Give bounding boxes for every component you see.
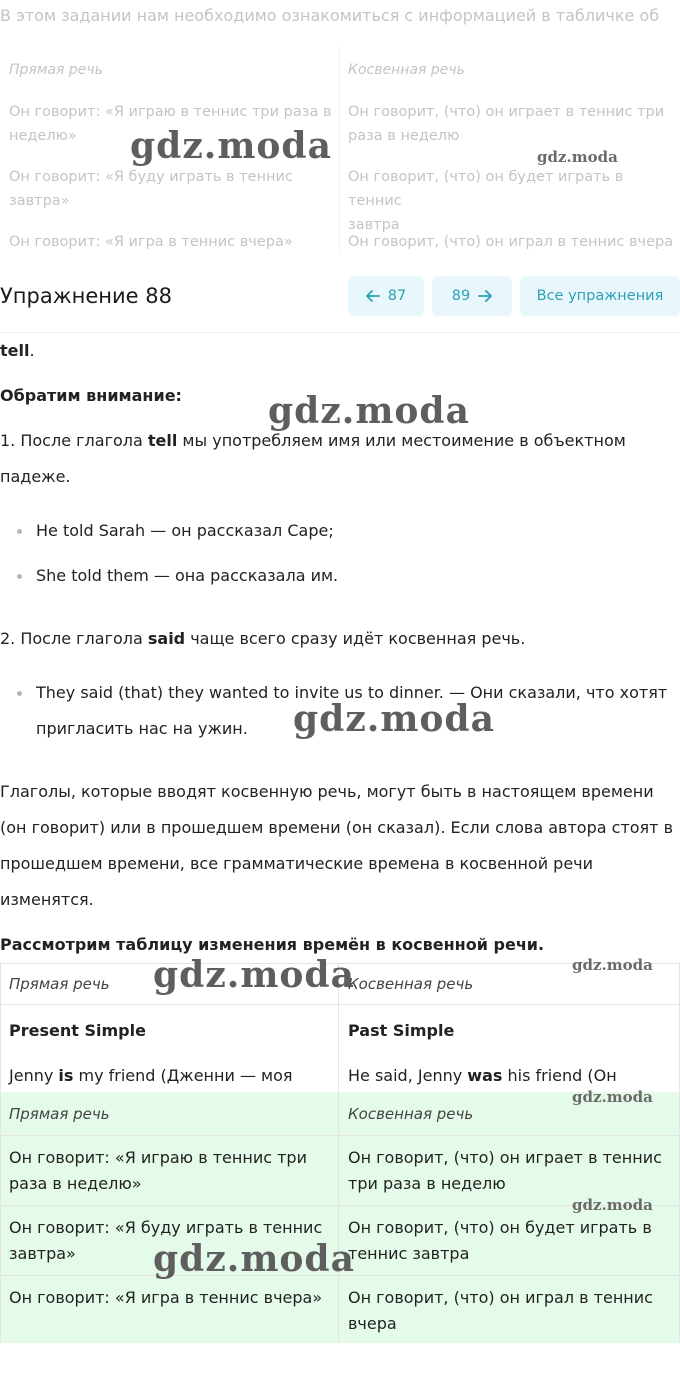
faded-cell: Он говорит, (что) он играет в теннис три раза в неделю — [348, 104, 665, 144]
faded-cell: Он говорит: «Я играю в теннис три раза в неделю» — [9, 104, 332, 144]
green-header-left: Прямая речь — [9, 1105, 110, 1123]
paragraph-verbs: (он говорит) или в прошедшем времени (он сказал). Если слова автора стоят в — [0, 818, 674, 837]
all-exercises-label: Все упражнения — [536, 288, 664, 304]
watermark: gdz.moda — [293, 698, 495, 740]
list-item: He told Sarah — он рассказал Саре; — [36, 521, 334, 540]
tense-name-right: Past Simple — [348, 1021, 455, 1040]
table-border — [0, 1135, 680, 1136]
table-cell: Он говорит, (что) он будет играть в теннис завтра — [348, 1218, 652, 1263]
tense-example-right: He said, Jenny was his friend (Он — [348, 1066, 617, 1085]
table-header-left: Прямая речь — [9, 975, 110, 993]
watermark: gdz.moda — [572, 1088, 653, 1106]
watermark: gdz.moda — [572, 956, 653, 974]
exercise-header — [0, 276, 680, 318]
green-header-right: Косвенная речь — [348, 1105, 474, 1123]
watermark: gdz.moda — [153, 954, 355, 996]
faded-cell: Он говорит, (что) он будет играть в теннис завтра — [348, 169, 624, 233]
paragraph-verbs: прошедшем времени, все грамматические времена в косвенной речи — [0, 854, 594, 873]
paragraph-tell: 1. После глагола tell мы употребляем имя или местоимение в объектном — [0, 431, 626, 450]
intro-text: В этом задании нам необходимо ознакомиться с информацией в табличке об — [0, 6, 660, 25]
bullet-dot — [17, 574, 22, 579]
all-exercises-button[interactable] — [520, 276, 680, 316]
bullet-dot — [17, 529, 22, 534]
list-item: They said (that) they wanted to invite us to dinner. — Они сказали, что хотят — [36, 683, 668, 702]
table-border — [0, 1004, 680, 1005]
paragraph-verbs: Глаголы, которые вводят косвенную речь, могут быть в настоящем времени — [0, 782, 654, 801]
faded-cell: Он говорит: «Я буду играть в теннис завтра» — [9, 169, 293, 209]
faded-header-left: Прямая речь — [9, 62, 103, 78]
faded-header-right: Косвенная речь — [348, 62, 465, 78]
exercise-title: Упражнение 88 — [0, 284, 172, 308]
bullet-dot — [17, 691, 22, 696]
prev-exercise-button[interactable] — [348, 276, 424, 316]
next-exercise-label: 89 — [451, 288, 471, 304]
table-border — [338, 963, 339, 1343]
table-cell: Он говорит, (что) он играл в теннис вчера — [348, 1288, 653, 1333]
table-header-right: Косвенная речь — [348, 975, 474, 993]
tense-name-left: Present Simple — [9, 1021, 146, 1040]
table-cell: Он говорит: «Я играю в теннис три раза в неделю» — [9, 1148, 307, 1193]
faded-table-divider — [339, 46, 340, 254]
paragraph-tell-cont: падеже. — [0, 467, 71, 486]
paragraph-said: 2. После глагола said чаще всего сразу идёт косвенная речь. — [0, 629, 526, 648]
tell-line: tell. — [0, 341, 35, 360]
tense-example-left: Jenny is my friend (Дженни — моя — [9, 1066, 293, 1085]
arrow-left-icon — [366, 290, 380, 302]
watermark: gdz.moda — [153, 1238, 355, 1280]
prev-exercise-label: 87 — [387, 288, 407, 304]
watermark: gdz.moda — [572, 1196, 653, 1214]
table-cell: Он говорит: «Я буду играть в теннис завтра» — [9, 1218, 323, 1263]
attention-heading: Обратим внимание: — [0, 386, 182, 405]
faded-cell: Он говорит: «Я игра в теннис вчера» — [9, 234, 293, 250]
table-border — [0, 963, 1, 1343]
watermark: gdz.moda — [268, 390, 470, 432]
table-cell: Он говорит: «Я игра в теннис вчера» — [9, 1288, 323, 1307]
next-exercise-button[interactable] — [432, 276, 512, 316]
arrow-right-icon — [478, 290, 492, 302]
table-cell: Он говорит, (что) он играет в теннис три раза в неделю — [348, 1148, 662, 1193]
list-item-cont: пригласить нас на ужин. — [36, 719, 248, 738]
watermark: gdz.moda — [537, 148, 618, 166]
paragraph-verbs: изменятся. — [0, 890, 94, 909]
tense-table — [0, 963, 680, 1343]
faded-cell: Он говорит, (что) он играл в теннис вчера — [348, 234, 674, 250]
watermark: gdz.moda — [130, 125, 332, 167]
list-item: She told them — она рассказала им. — [36, 566, 339, 585]
table-intro: Рассмотрим таблицу изменения времён в косвенной речи. — [0, 935, 545, 954]
header-divider — [0, 332, 680, 333]
